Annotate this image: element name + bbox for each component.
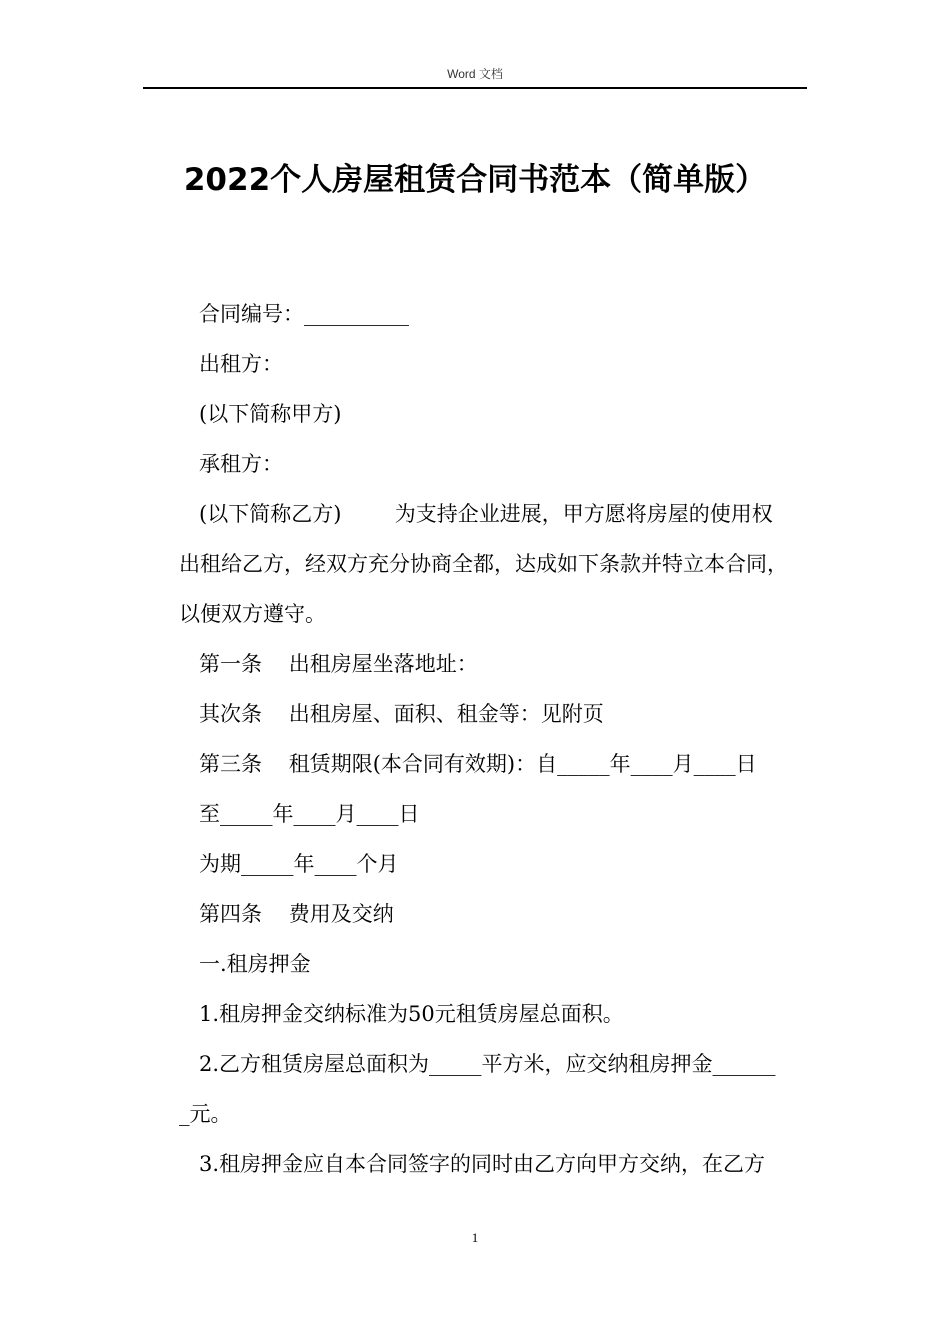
document-title: 2022个人房屋租赁合同书范本（简单版） bbox=[183, 162, 767, 198]
term-end-line: 至_____年____月____日 bbox=[199, 802, 420, 826]
contract-number-line: 合同编号：__________ bbox=[199, 302, 409, 326]
page-header: Word 文档 bbox=[447, 67, 503, 81]
page-number: 1 bbox=[471, 1230, 479, 1245]
header-divider bbox=[143, 87, 807, 89]
deposit-item-line: 3.租房押金应自本合同签字的同时由乙方向甲方交纳，在乙方 bbox=[199, 1152, 766, 1176]
article-one-line: 第一条 出租房屋坐落地址： bbox=[199, 652, 478, 676]
lessor-line: 出租方： bbox=[199, 352, 283, 376]
article-four-line: 第四条 费用及交纳 bbox=[199, 902, 394, 926]
paragraph-line: (以下简称乙方) 为支持企业进展，甲方愿将房屋的使用权 bbox=[199, 502, 773, 526]
paragraph-line: 以便双方遵守。 bbox=[179, 602, 326, 626]
deposit-item-line: _元。 bbox=[179, 1102, 232, 1126]
lessee-line: 承租方： bbox=[199, 452, 283, 476]
deposit-item-line: 2.乙方租赁房屋总面积为_____平方米，应交纳租房押金______ bbox=[199, 1052, 776, 1076]
paragraph-line: 出租给乙方，经双方充分协商全都，达成如下条款并特立本合同， bbox=[179, 552, 788, 576]
deposit-item-line: 1.租房押金交纳标准为50元租赁房屋总面积。 bbox=[199, 1002, 624, 1026]
lessor-alias-line: (以下简称甲方) bbox=[199, 402, 342, 426]
deposit-heading-line: 一.租房押金 bbox=[199, 952, 311, 976]
article-three-line: 第三条 租赁期限(本合同有效期)：自_____年____月____日 bbox=[199, 752, 757, 776]
term-duration-line: 为期_____年____个月 bbox=[199, 852, 399, 876]
article-two-line: 其次条 出租房屋、面积、租金等：见附页 bbox=[199, 702, 604, 726]
